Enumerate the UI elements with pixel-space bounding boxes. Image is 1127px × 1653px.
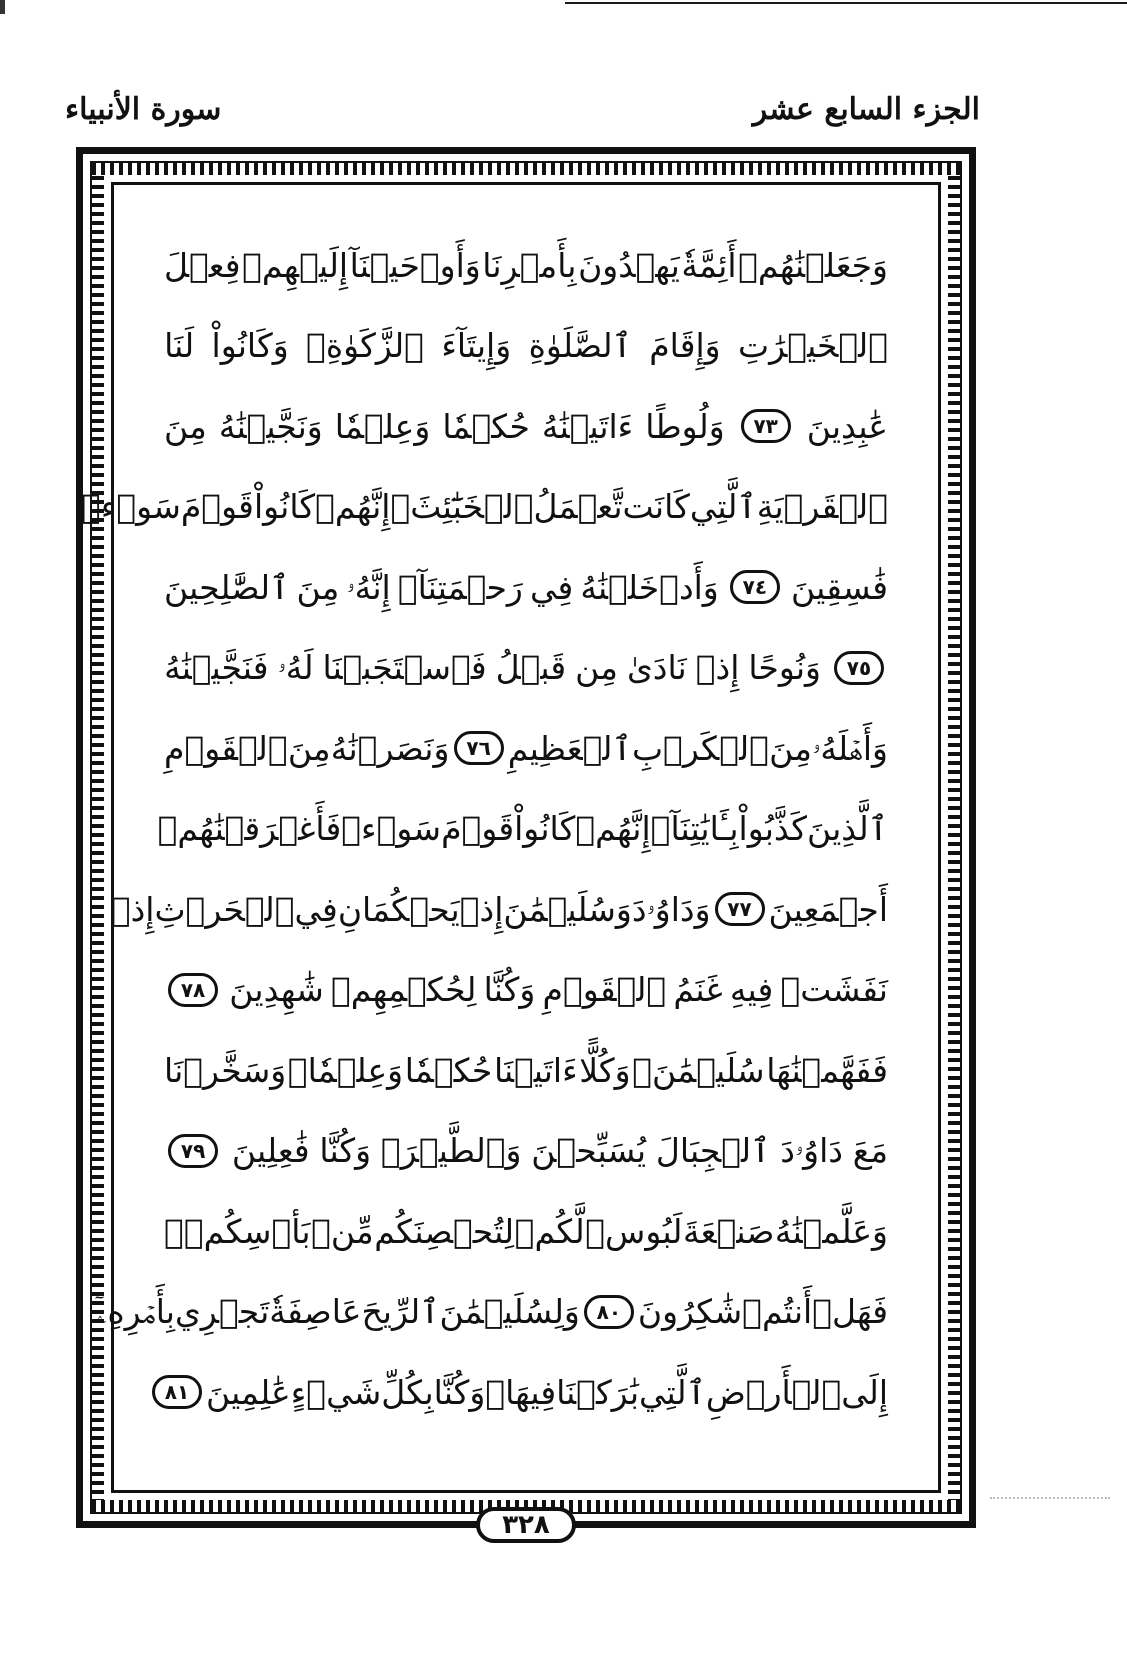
word: شَٰكِرُونَ: [637, 1292, 743, 1332]
word: لَنَا: [164, 326, 195, 366]
ayah-number-marker: ٨٠: [584, 1295, 634, 1329]
word: وَعِلۡمٗاۚ: [287, 1050, 404, 1090]
word: بِأَمۡرِنَا: [482, 245, 577, 285]
word: إِنَّهُۥ: [346, 567, 391, 607]
page-header: [65, 92, 980, 142]
scan-artifact-dots: [990, 1497, 1110, 1499]
word: ٱلرِّيحَ: [361, 1292, 440, 1332]
word: مِنَ: [287, 728, 331, 768]
word: عَٰبِدِينَ: [806, 406, 888, 446]
word: قَوۡمَ: [441, 809, 515, 849]
word: مِنَ: [296, 567, 340, 607]
word: كَذَّبُواْ: [738, 809, 807, 849]
word: وَكُلًّا: [579, 1050, 631, 1090]
word: فَٰسِقِينَ: [791, 567, 888, 607]
word: ٱلۡخَبَٰٓئِثَۚ: [390, 487, 534, 527]
word: وَأَهۡلَهُۥ: [812, 728, 888, 768]
word: فِعۡلَ: [164, 245, 241, 285]
word: لِحُكۡمِهِمۡ: [330, 970, 477, 1010]
word: ٱلۡقَوۡمِ: [542, 970, 667, 1010]
word: مَعَ: [852, 1131, 888, 1171]
word: مِن: [575, 648, 618, 688]
word: نَفَشَتۡ: [780, 970, 888, 1010]
surah-title: سورة الأنبياء: [65, 92, 222, 127]
word: وَلِسُلَيۡمَٰنَ: [439, 1292, 580, 1332]
word: وَجَعَلۡنَٰهُمۡ: [738, 245, 888, 285]
ayah-number-marker: ٧٧: [715, 892, 765, 926]
text-line: [94, 1272, 888, 1353]
word: أَئِمَّةٗ: [681, 245, 737, 285]
word: غَنَمُ: [673, 970, 723, 1010]
word: وَأَدۡخَلۡنَٰهُ: [580, 567, 719, 607]
word: ٱلۡقَرۡيَةِ: [756, 487, 888, 527]
text-panel: [81, 182, 941, 1493]
word: وَنَجَّيۡنَٰهُ: [218, 406, 323, 446]
word: مِنَ: [164, 406, 207, 446]
word: شَيۡءٍ: [290, 1372, 382, 1412]
ayah-number-marker: ٧٤: [730, 570, 780, 604]
word: وَعَلَّمۡنَٰهُ: [774, 1211, 888, 1251]
word: كَانُواْ: [253, 487, 316, 527]
word: بِكُلِّ: [381, 1372, 434, 1412]
text-line: [164, 1352, 888, 1433]
word: قَوۡمَ: [180, 487, 254, 527]
word: إِنَّهُمۡ: [575, 809, 651, 849]
word: فَنَجَّيۡنَٰهُ: [164, 648, 269, 688]
word: فَأَغۡرَقۡنَٰهُمۡ: [157, 809, 342, 849]
word: بِـَٔايَٰتِنَآۚ: [650, 809, 739, 849]
word: وَإِيتَآءَ: [441, 326, 512, 366]
word: لَّكُمۡ: [514, 1211, 585, 1251]
word: فَٰعِلِينَ: [231, 1131, 310, 1171]
word: فَفَهَّمۡنَٰهَا: [766, 1050, 888, 1090]
ayah-number-marker: ٧٩: [168, 1134, 218, 1168]
word: لَهُۥ: [277, 648, 314, 688]
word: ٱلۡحَرۡثِ: [154, 889, 295, 929]
ayah-number-marker: ٧٨: [168, 973, 218, 1007]
word: أَجۡمَعِينَ: [768, 889, 888, 929]
word: تَجۡرِي: [174, 1292, 270, 1332]
word: وَكُنَّا: [433, 1372, 486, 1412]
text-line: [81, 467, 888, 548]
text-line: [164, 1030, 888, 1111]
word: ٱلۡعَظِيمِ: [507, 728, 632, 768]
word: إِلَيۡهِمۡ: [242, 245, 349, 285]
word: لَبُوسٖ: [585, 1211, 683, 1251]
word: نَادَىٰ: [626, 648, 687, 688]
word: وَأَوۡحَيۡنَآ: [349, 245, 481, 285]
word: فِي: [529, 567, 574, 607]
word: دَاوُۥدَ: [780, 1131, 843, 1171]
word: فِيهَاۚ: [485, 1372, 557, 1412]
word: يُسَبِّحۡنَ: [531, 1131, 647, 1171]
quran-text: [81, 225, 888, 1433]
word: أَنتُمۡ: [742, 1292, 813, 1332]
word: مِنَ: [769, 728, 812, 768]
word: حُكۡمٗا: [442, 406, 530, 446]
juz-title: الجزء السابع عشر: [752, 92, 980, 127]
word: حُكۡمٗا: [404, 1050, 493, 1090]
text-line: [164, 708, 888, 789]
word: سُلَيۡمَٰنَۚ: [632, 1050, 765, 1090]
word: فَٱسۡتَجَبۡنَا: [322, 648, 487, 688]
word: وَنُوحًا: [748, 648, 821, 688]
word: مِّنۢ: [311, 1211, 374, 1251]
word: ٱلۡقَوۡمِ: [164, 728, 288, 768]
word: قَبۡلُ: [495, 648, 567, 688]
word: بِأَمۡرِهِۦٓ: [94, 1292, 175, 1332]
word: لِتُحۡصِنَكُم: [374, 1211, 515, 1251]
word: عَاصِفَةٗ: [269, 1292, 362, 1332]
text-line: [164, 950, 888, 1031]
word: وَدَاوُۥدَ: [631, 889, 711, 929]
word: إِذۡ: [110, 889, 155, 929]
word: وَٱلطَّيۡرَۚ: [380, 1131, 522, 1171]
word: ٱلَّتِي: [689, 487, 757, 527]
word: ٱلزَّكَوٰةِۖ: [306, 326, 424, 366]
word: عَٰلِمِينَ: [205, 1372, 291, 1412]
text-line: [164, 1111, 888, 1192]
text-line: [164, 628, 888, 709]
word: إِذۡ: [459, 889, 504, 929]
text-line: [157, 789, 888, 870]
word: ٱلصَّٰلِحِينَ: [164, 567, 290, 607]
ayah-number-marker: ٨١: [152, 1375, 202, 1409]
word: سَوۡءٖ: [341, 809, 442, 849]
word: شَٰهِدِينَ: [229, 970, 324, 1010]
word: فِيهِ: [729, 970, 774, 1010]
word: ٱلَّذِينَ: [806, 809, 888, 849]
word: وَكُنَّا: [319, 1131, 372, 1171]
ayah-number-marker: ٧٦: [454, 731, 504, 765]
word: فِي: [294, 889, 338, 929]
word: ٱلۡكَرۡبِ: [631, 728, 769, 768]
word: بَأۡسِكُمۡۖ: [164, 1211, 311, 1251]
text-line: [164, 547, 888, 628]
word: إِذۡ: [695, 648, 740, 688]
word: ٱلۡجِبَالَ: [655, 1131, 771, 1171]
word: كَانُواْ: [514, 809, 576, 849]
word: ءَاتَيۡنَا: [493, 1050, 578, 1090]
word: يَهۡدُونَ: [578, 245, 680, 285]
word: إِنَّهُمۡ: [315, 487, 391, 527]
word: إِلَى: [841, 1372, 888, 1412]
word: صَنۡعَةَ: [682, 1211, 775, 1251]
word: كَانَت: [622, 487, 690, 527]
word: رَحۡمَتِنَآۖ: [397, 567, 523, 607]
word: وَكَانُواْ: [211, 326, 289, 366]
word: تَّعۡمَلُ: [533, 487, 623, 527]
word: وَنَصَرۡنَٰهُ: [330, 728, 450, 768]
word: ٱلۡأَرۡضِ: [705, 1372, 842, 1412]
word: فَهَلۡ: [812, 1292, 888, 1332]
text-line: [164, 306, 888, 387]
ayah-number-marker: ٧٣: [741, 409, 791, 443]
word: ٱلۡخَيۡرَٰتِ: [738, 326, 888, 366]
word: وَإِقَامَ: [649, 326, 721, 366]
word: وَلُوطًا: [645, 406, 725, 446]
word: يَحۡكُمَانِ: [337, 889, 460, 929]
text-line: [110, 869, 888, 950]
ayah-number-marker: ٧٥: [834, 651, 884, 685]
page-frame: [76, 147, 976, 1540]
word: ءَاتَيۡنَٰهُ: [541, 406, 634, 446]
text-line: [164, 386, 888, 467]
page-number: ٣٢٨: [476, 1507, 576, 1543]
word: وَكُنَّا: [483, 970, 536, 1010]
text-line: [164, 225, 888, 306]
text-line: [164, 1191, 888, 1272]
word: سَوۡءٖ: [81, 487, 181, 527]
word: بَٰرَكۡنَا: [556, 1372, 640, 1412]
word: ٱلصَّلَوٰةِ: [528, 326, 632, 366]
word: ٱلَّتِي: [639, 1372, 706, 1412]
word: وَسُلَيۡمَٰنَ: [503, 889, 632, 929]
corner-mark: [0, 0, 5, 14]
word: وَسَخَّرۡنَا: [164, 1050, 287, 1090]
word: وَعِلۡمٗا: [334, 406, 431, 446]
top-rule: [565, 2, 1127, 4]
